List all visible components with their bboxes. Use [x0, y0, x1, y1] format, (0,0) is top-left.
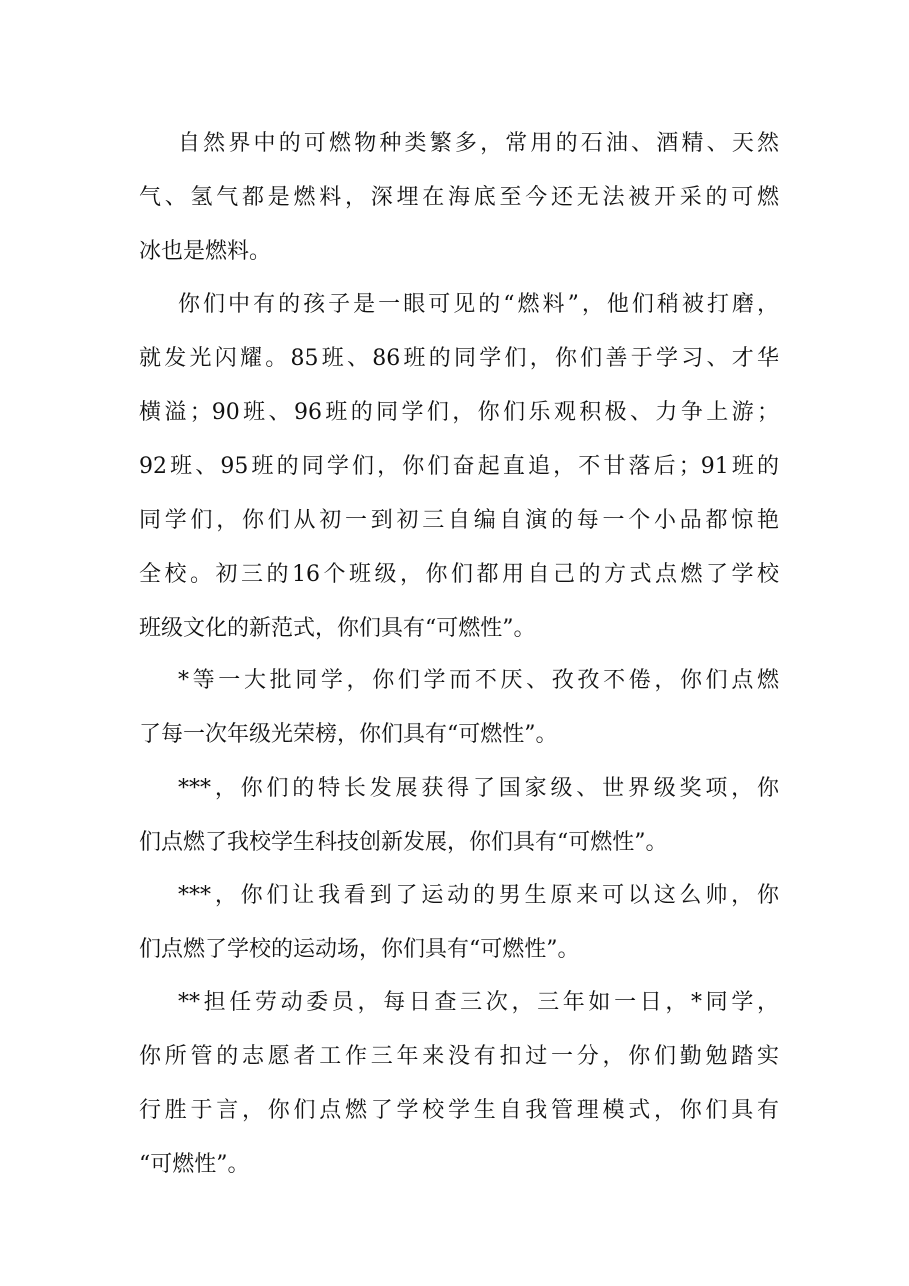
paragraph-2-line-1: 你们中有的孩子是一眼可见的“燃料”，他们稍被打磨，	[178, 292, 779, 317]
paragraph-2-line-5: 同学们，你们从初一到初三自编自演的每一个小品都惊艳	[139, 508, 779, 533]
paragraph-4-line-1: ***，你们的特长发展获得了国家级、世界级奖项，你	[178, 776, 779, 801]
paragraph-2-line-3: 横溢；90班、96班的同学们，你们乐观积极、力争上游；	[139, 400, 779, 425]
paragraph-2-line-6: 全校。初三的16个班级，你们都用自己的方式点燃了学校	[139, 562, 779, 587]
paragraph-2-line-7: 班级文化的新范式，你们具有“可燃性”。	[139, 616, 536, 641]
paragraph-3-line-1: *等一大批同学，你们学而不厌、孜孜不倦，你们点燃	[178, 668, 779, 693]
paragraph-6-line-1: **担任劳动委员，每日查三次，三年如一日，*同学，	[178, 990, 779, 1015]
paragraph-4-line-2: 们点燃了我校学生科技创新发展，你们具有“可燃性”。	[139, 830, 668, 855]
paragraph-1-line-2: 气、氢气都是燃料，深埋在海底至今还无法被开采的可燃	[139, 185, 779, 210]
paragraph-6-line-2: 你所管的志愿者工作三年来没有扣过一分，你们勤勉踏实	[139, 1044, 779, 1069]
paragraph-6-line-4: “可燃性”。	[139, 1152, 250, 1177]
paragraph-1-line-3: 冰也是燃料。	[139, 239, 272, 264]
paragraph-6-line-3: 行胜于言，你们点燃了学校学生自我管理模式，你们具有	[139, 1098, 779, 1123]
paragraph-2-line-2: 就发光闪耀。85班、86班的同学们，你们善于学习、才华	[139, 346, 779, 371]
paragraph-1-line-1: 自然界中的可燃物种类繁多，常用的石油、酒精、天然	[178, 131, 779, 156]
paragraph-2-line-4: 92班、95班的同学们，你们奋起直追，不甘落后；91班的	[139, 454, 779, 479]
paragraph-5-line-2: 们点燃了学校的运动场，你们具有“可燃性”。	[139, 937, 580, 962]
paragraph-3-line-2: 了每一次年级光荣榜，你们具有“可燃性”。	[139, 722, 558, 747]
paragraph-5-line-1: ***，你们让我看到了运动的男生原来可以这么帅，你	[178, 883, 779, 908]
